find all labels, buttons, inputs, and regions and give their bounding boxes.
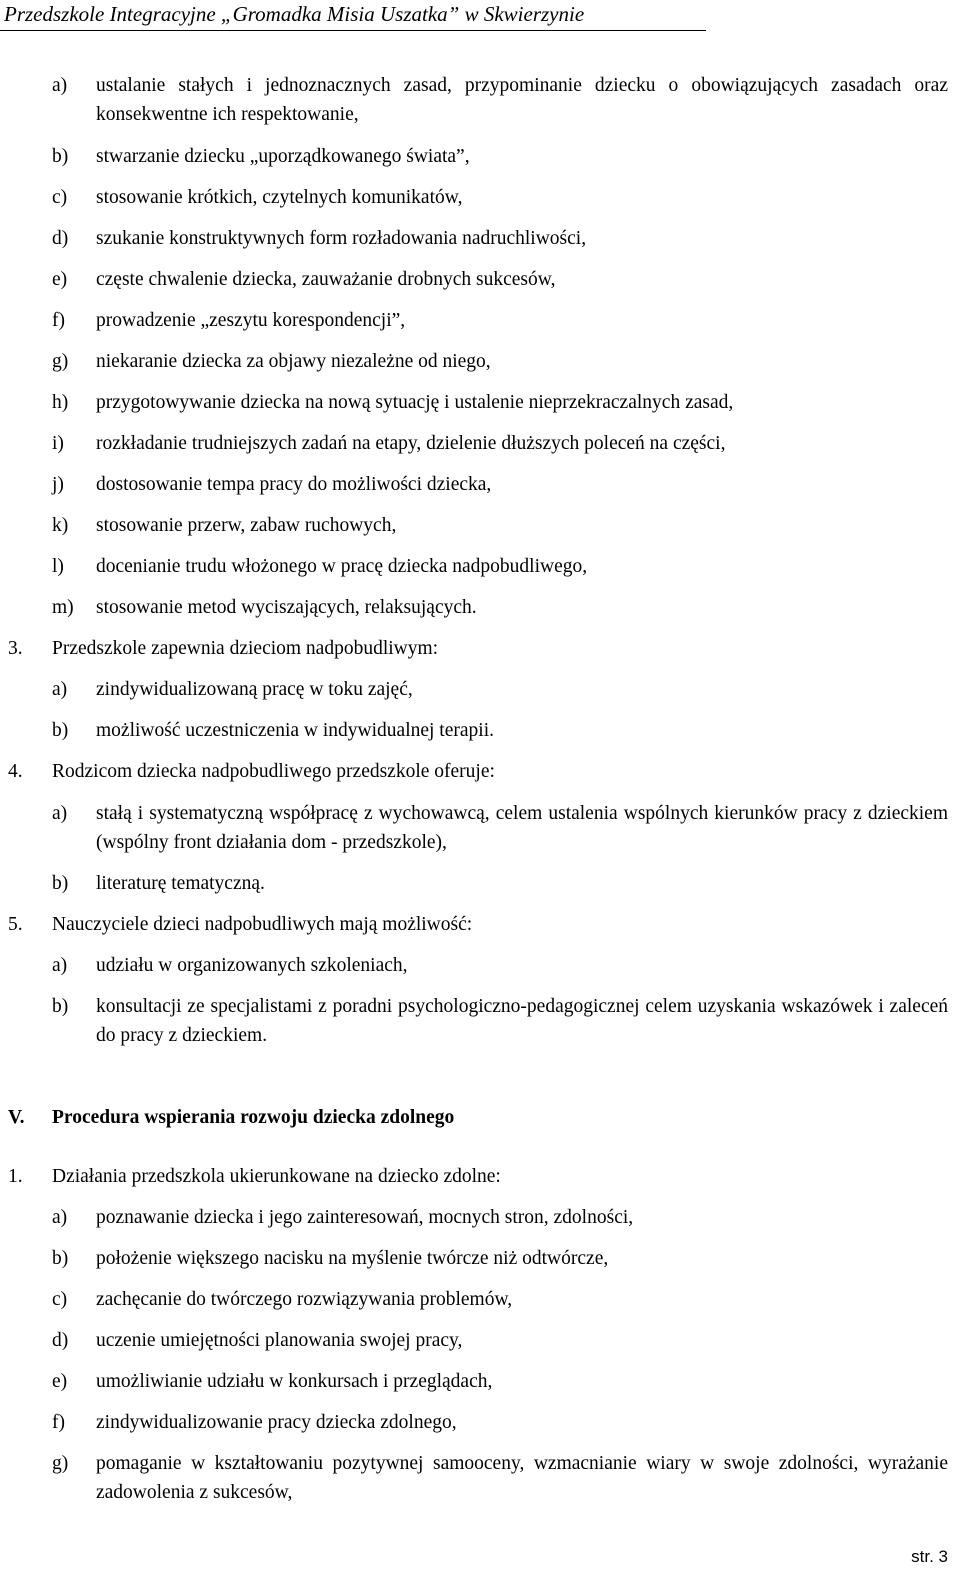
list-item-text: stosowanie przerw, zabaw ruchowych, (96, 515, 397, 536)
list-marker: a) (52, 1207, 68, 1228)
item-number: 1. (8, 1166, 23, 1187)
list-marker: g) (52, 1453, 69, 1474)
list-marker: g) (52, 351, 69, 372)
list-marker: a) (52, 803, 68, 824)
list-marker: c) (52, 187, 68, 208)
list-marker: e) (52, 269, 68, 290)
list-marker: j) (52, 474, 64, 495)
list-marker: a) (52, 75, 68, 96)
list-marker: a) (52, 679, 68, 700)
list-marker: d) (52, 228, 69, 249)
list-item-text: zindywidualizowaną pracę w toku zajęć, (96, 679, 413, 700)
list-marker: e) (52, 1371, 68, 1392)
item-number: 4. (8, 761, 23, 782)
section-number: V. (8, 1107, 25, 1128)
list-item-text: częste chwalenie dziecka, zauważanie drobnych sukcesów, (96, 269, 556, 290)
list-marker: f) (52, 310, 65, 331)
list-item-text: przygotowywanie dziecka na nową sytuację i ustalenie nieprzekraczalnych zasad, (96, 392, 734, 413)
list-marker: b) (52, 996, 69, 1017)
list-item-text: prowadzenie „zeszytu korespondencji”, (96, 310, 406, 331)
list-item-text: poznawanie dziecka i jego zainteresowań, mocnych stron, zdolności, (96, 1207, 634, 1228)
list-item-text: stosowanie krótkich, czytelnych komunikatów, (96, 187, 463, 208)
list-item-text: umożliwianie udziału w konkursach i przeglądach, (96, 1371, 493, 1392)
list-item-text: zindywidualizowanie pracy dziecka zdolnego, (96, 1412, 457, 1433)
list-item-text: udziału w organizowanych szkoleniach, (96, 955, 408, 976)
header-title: Przedszkole Integracyjne „Gromadka Misia Uszatka” w Skwierzynie (4, 2, 585, 26)
list-item-text: dostosowanie tempa pracy do możliwości dziecka, (96, 474, 492, 495)
item-text: Działania przedszkola ukierunkowane na dziecko zdolne: (52, 1166, 501, 1187)
list-marker: m) (52, 597, 74, 618)
list-item-text: stałą i systematyczną współpracę z wychowawcą, celem ustalenia wspólnych kierunków pracy z dzieckiem (wspólny front działania dom - przedszkole), (96, 803, 948, 853)
list-item-text: docenianie trudu włożonego w pracę dziecka nadpobudliwego, (96, 556, 588, 577)
item-text: Rodzicom dziecka nadpobudliwego przedszkole oferuje: (52, 761, 495, 782)
page-header (0, 0, 706, 31)
list-item-text: uczenie umiejętności planowania swojej pracy, (96, 1330, 463, 1351)
item-text: Przedszkole zapewnia dzieciom nadpobudliwym: (52, 638, 439, 659)
list-item-text: pomaganie w kształtowaniu pozytywnej samooceny, wzmacnianie wiary w swoje zdolności, wyrażanie zadowolenia z sukcesów, (96, 1453, 948, 1503)
list-marker: a) (52, 955, 68, 976)
list-marker: d) (52, 1330, 69, 1351)
list-item-text: literaturę tematyczną. (96, 873, 265, 894)
list-item-text: konsultacji ze specjalistami z poradni psychologiczno-pedagogicznej celem uzyskania wskazówek i zaleceń do pracy z dzieckiem. (96, 996, 948, 1046)
list-item-text: zachęcanie do twórczego rozwiązywania problemów, (96, 1289, 513, 1310)
list-marker: b) (52, 720, 69, 741)
list-marker: b) (52, 873, 69, 894)
list-marker: k) (52, 515, 69, 536)
section-title: Procedura wspierania rozwoju dziecka zdolnego (52, 1107, 455, 1128)
list-marker: i) (52, 433, 64, 454)
list-marker: h) (52, 392, 69, 413)
list-marker: c) (52, 1289, 68, 1310)
list-item-text: położenie większego nacisku na myślenie twórcze niż odtwórcze, (96, 1248, 609, 1269)
list-marker: f) (52, 1412, 65, 1433)
list-item-text: rozkładanie trudniejszych zadań na etapy, dzielenie dłuższych poleceń na części, (96, 433, 726, 454)
item-number: 3. (8, 638, 23, 659)
list-marker: b) (52, 146, 69, 167)
list-marker: l) (52, 556, 64, 577)
page-number: str. 3 (911, 1547, 948, 1566)
list-item-text: stosowanie metod wyciszających, relaksujących. (96, 597, 477, 618)
list-marker: b) (52, 1248, 69, 1269)
list-item-text: niekaranie dziecka za objawy niezależne od niego, (96, 351, 491, 372)
list-item-text: szukanie konstruktywnych form rozładowania nadruchliwości, (96, 228, 587, 249)
list-item-text: stwarzanie dziecku „uporządkowanego świata”, (96, 146, 470, 167)
list-item-text: możliwość uczestniczenia w indywidualnej terapii. (96, 720, 494, 741)
item-text: Nauczyciele dzieci nadpobudliwych mają możliwość: (52, 914, 473, 935)
list-item-text: ustalanie stałych i jednoznacznych zasad, przypominanie dziecku o obowiązujących zasadach oraz konsekwentne ich respektowanie, (96, 75, 948, 125)
item-number: 5. (8, 914, 23, 935)
